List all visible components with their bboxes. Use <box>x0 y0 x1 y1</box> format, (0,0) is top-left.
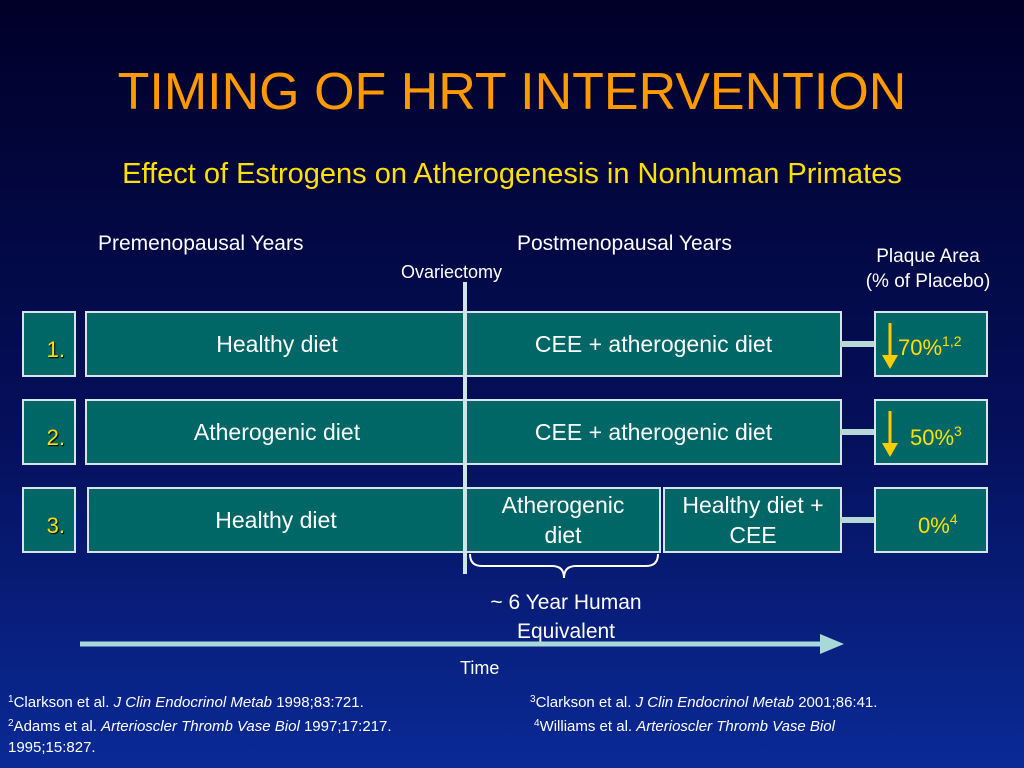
row-1-premenopausal-treatment: Healthy diet <box>216 330 338 357</box>
row-2-postmenopausal-treatment: CEE + atherogenic diet <box>534 418 773 445</box>
row-3-postmenopausal-treatment-b: Healthy diet + CEE <box>682 492 824 548</box>
row-3-premenopausal-box <box>87 487 465 553</box>
row-1-postmenopausal-treatment: CEE + atherogenic diet <box>534 330 773 357</box>
premenopausal-header: Premenopausal Years <box>98 232 304 255</box>
ovariectomy-line <box>463 282 467 574</box>
row-3-connector <box>840 517 874 523</box>
time-arrow-icon <box>78 632 848 656</box>
row-2-result: 50%$^3$ <box>910 423 962 450</box>
row-3-premenopausal-treatment: Healthy diet <box>215 506 337 533</box>
row-3-result: 0%$^4$ <box>918 511 958 538</box>
row-1-result-box <box>874 311 988 377</box>
bracket-label: ~ 6 Year Human Equivalent <box>490 591 642 643</box>
ovariectomy-label: Ovariectomy <box>401 262 503 282</box>
plaque-area-header <box>838 244 1018 294</box>
row-1-connector <box>840 341 874 347</box>
row-2-result-box <box>874 399 988 465</box>
reference-3: $^3$Clarkson et al. J Clin Endocrinol Metab 2001;86:41. <box>530 694 878 711</box>
plaque-area-unit: (% of Placebo) <box>865 271 991 292</box>
reference-1: $^1$Clarkson et al. J Clin Endocrinol Metab 1998;83:721. <box>8 694 364 711</box>
time-label: Time <box>460 658 500 678</box>
row-3-postmenopausal-box-a <box>465 487 661 553</box>
row-2-connector <box>840 429 874 435</box>
row-3-postmenopausal-box-b <box>663 487 842 553</box>
row-number-1: 1. <box>22 311 76 377</box>
reference-4: $^4$Williams et al. Arterioscler Thromb Vase Biol <box>534 718 835 735</box>
down-arrow-icon <box>881 409 899 459</box>
reference-4-continuation: 1995;15:827. <box>8 739 96 756</box>
row-number-3: 3. <box>22 487 76 553</box>
row-3-result-box <box>874 487 988 553</box>
bracket-icon <box>468 552 660 582</box>
postmenopausal-header: Postmenopausal Years <box>517 232 732 255</box>
slide-subtitle: Effect of Estrogens on Atherogenesis in Nonhuman Primates <box>122 158 902 190</box>
reference-2: $^2$Adams et al. Arterioscler Thromb Vase Biol 1997;17:217. <box>8 718 392 735</box>
slide-title: TIMING OF HRT INTERVENTION <box>117 63 907 121</box>
row-2-premenopausal-treatment: Atherogenic diet <box>193 418 361 445</box>
row-3-postmenopausal-treatment-a: Atherogenic diet <box>501 492 625 548</box>
plaque-area-title: Plaque Area <box>876 246 980 267</box>
row-number-2: 2. <box>22 399 76 465</box>
down-arrow-icon <box>881 321 899 371</box>
row-1-result: 70%$^{1,2}$ <box>898 333 962 360</box>
